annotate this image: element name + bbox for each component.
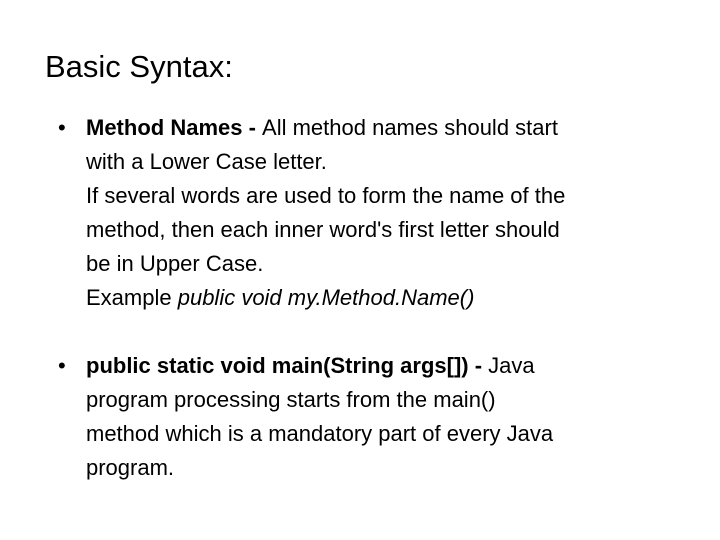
bullet-line [86,111,688,145]
bullet-item-method-names [58,111,688,315]
bullet-line [86,349,688,383]
bullet-line: with a Lower Case letter. [86,149,327,174]
bullet-text: All method names should start [262,115,558,140]
bullet-line: method, then each inner word's first letter should [86,217,560,242]
bullet-line: program. [86,455,175,480]
bullet-line: be in Upper Case. [86,251,264,276]
bullet-line: program processing starts from the main() [86,387,496,412]
bullet-line-example [86,281,688,315]
bullet-dot-icon: • [58,115,66,140]
bullet-dot-icon: • [58,353,66,378]
bullet-text: Java [488,353,535,378]
bullet-line: method which is a mandatory part of every Java [86,421,554,446]
bullet-lead: Method Names - [86,115,263,140]
bullet-lead: public static void main(String args[]) - [86,353,489,378]
bullet-item-main-method [58,349,688,485]
example-code: public void my.Method.Name() [177,285,475,310]
bullet-line: If several words are used to form the name of the [86,183,566,208]
example-label: Example [86,285,178,310]
bullet-list [58,111,688,485]
slide-title: Basic Syntax: [45,49,233,84]
